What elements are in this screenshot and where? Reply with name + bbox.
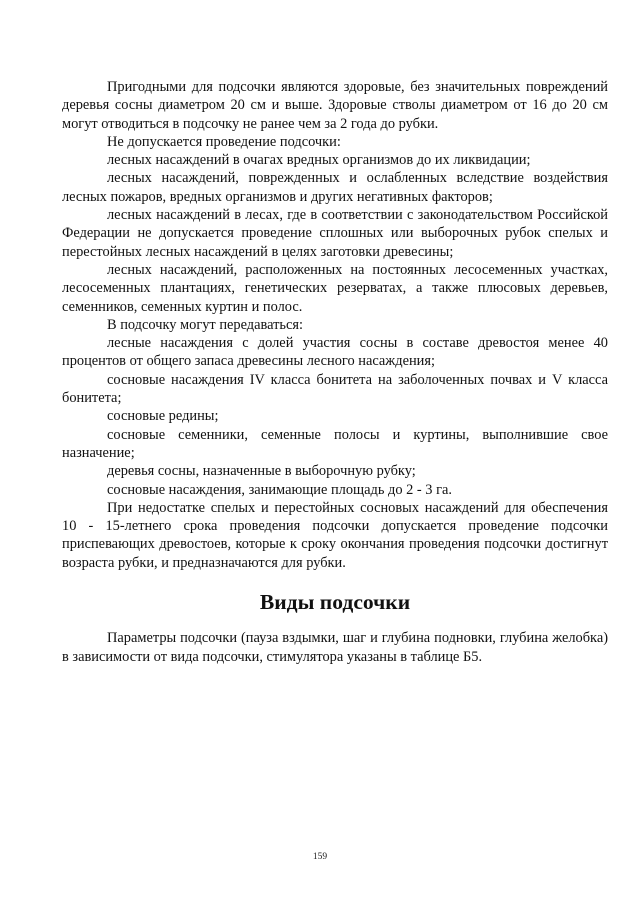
paragraph-parameters: Параметры подсочки (пауза вздымки, шаг и глубина подновки, глубина желобка) в зависимости от вида подсочки, стимулятора указаны в таблице Б5.	[62, 630, 608, 665]
paragraph-not-allowed-intro: Не допускается проведение подсочки:	[107, 133, 341, 150]
list-item-low-bonitet: сосновые насаждения IV класса бонитета на заболоченных почвах и V класса бонитета;	[62, 371, 608, 407]
list-item-low-pine-share: лесные насаждения с долей участия сосны в составе древостоя менее 40 процентов от общего запаса древесины лесного насаждения;	[62, 335, 608, 370]
list-item-retired-seed-trees: сосновые семенники, семенные полосы и куртины, выполнившие свое назначение;	[62, 426, 608, 461]
document-body	[62, 78, 608, 666]
list-item-pest-outbreaks: лесных насаждений в очагах вредных организмов до их ликвидации;	[107, 152, 531, 169]
paragraph-shortage-clause: При недостатке спелых и перестойных сосновых насаждений для обеспечения 10 - 15-летнего срока проведения подсочки допускается проведение подсочки приспевающих древостоев, которые к сроку окончания проведения подсочки достигнут возраста рубки, и предназначаются для рубки.	[62, 499, 608, 571]
paragraph-may-transfer-intro: В подсочку могут передаваться:	[107, 316, 303, 333]
page-number: 159	[312, 852, 328, 862]
list-item-damaged-stands: лесных насаждений, поврежденных и ослабленных вследствие воздействия лесных пожаров, вредных организмов и других негативных факторов;	[62, 170, 608, 205]
list-item-selective-felling-trees: деревья сосны, назначенные в выборочную рубку;	[107, 463, 416, 480]
paragraph-suitable-trees: Пригодными для подсочки являются здоровые, без значительных повреждений деревья сосны диаметром 20 см и выше. Здоровые стволы диаметром от 16 до 20 см могут отводиться в подсочку не ранее чем за 2 года до рубки.	[62, 79, 608, 132]
section-heading: Виды подсочки	[259, 590, 411, 615]
list-item-small-stands: сосновые насаждения, занимающие площадь до 2 - 3 га.	[107, 481, 452, 498]
list-item-sparse-pine: сосновые редины;	[107, 408, 219, 425]
list-item-protected-forests: лесных насаждений в лесах, где в соответствии с законодательством Российской Федерации не допускается проведение сплошных или выборочных рубок спелых и перестойных лесных насаждений в целях заготовки древесины;	[62, 207, 608, 260]
list-item-seed-stands: лесных насаждений, расположенных на постоянных лесосеменных участках, лесосеменных плантациях, генетических резерватах, а также плюсовых деревьев, семенников, семенных куртин и полос.	[62, 261, 608, 315]
